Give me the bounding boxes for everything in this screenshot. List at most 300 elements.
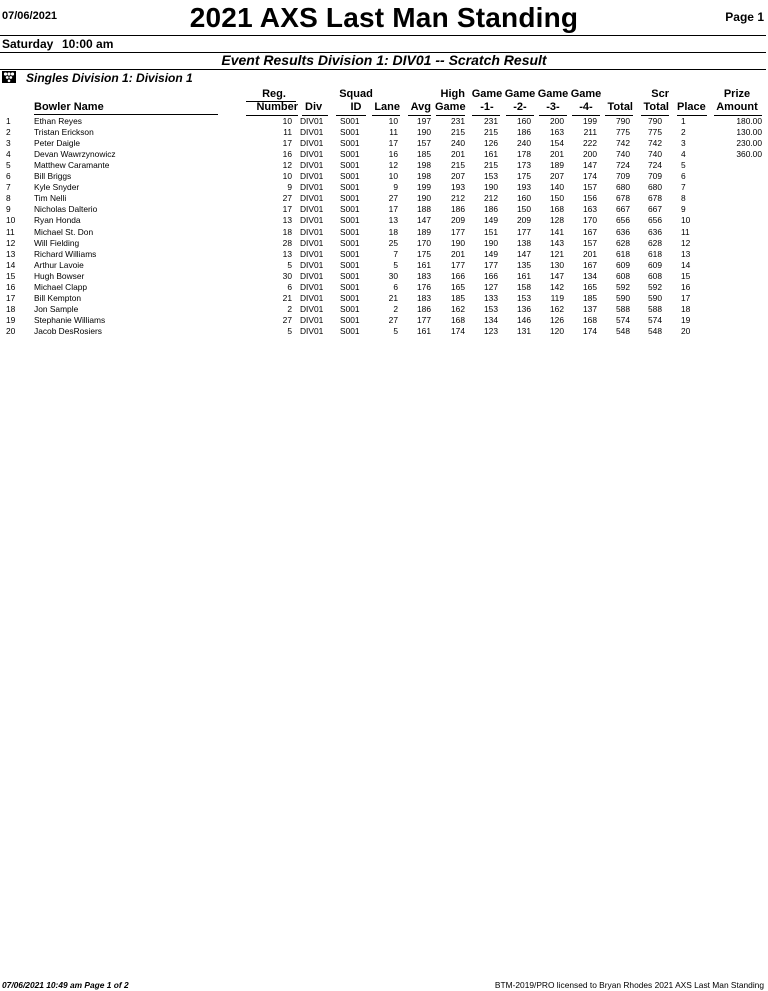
cell-place: 16 bbox=[681, 281, 691, 292]
cell-g3: 207 bbox=[550, 171, 564, 182]
cell-pos: 17 bbox=[6, 292, 16, 303]
cell-total: 590 bbox=[616, 292, 630, 303]
cell-scr: 618 bbox=[648, 248, 662, 259]
cell-total: 608 bbox=[616, 270, 630, 281]
cell-avg: 147 bbox=[417, 215, 431, 226]
cell-reg: 13 bbox=[282, 248, 292, 259]
cell-pos: 2 bbox=[6, 127, 11, 138]
table-row bbox=[0, 293, 768, 304]
cell-g1: 166 bbox=[484, 270, 498, 281]
cell-place: 17 bbox=[681, 292, 691, 303]
cell-g3: 126 bbox=[550, 314, 564, 325]
cell-pos: 14 bbox=[6, 259, 16, 270]
table-row bbox=[0, 249, 768, 260]
cell-pos: 3 bbox=[6, 138, 11, 149]
cell-scr: 574 bbox=[648, 314, 662, 325]
cell-g4: 137 bbox=[583, 303, 597, 314]
cell-place: 4 bbox=[681, 149, 686, 160]
cell-high: 201 bbox=[451, 248, 465, 259]
cell-name: Bill Briggs bbox=[34, 171, 72, 182]
cell-high: 201 bbox=[451, 149, 465, 160]
cell-reg: 5 bbox=[287, 325, 292, 336]
cell-div: DIV01 bbox=[300, 215, 324, 226]
cell-high: 186 bbox=[451, 204, 465, 215]
cell-name: Tim Nelli bbox=[34, 193, 67, 204]
cell-name: Peter Daigle bbox=[34, 138, 81, 149]
cell-g1: 212 bbox=[484, 193, 498, 204]
cell-total: 667 bbox=[616, 204, 630, 215]
cell-g3: 154 bbox=[550, 138, 564, 149]
cell-div: DIV01 bbox=[300, 259, 324, 270]
cell-pos: 10 bbox=[6, 215, 16, 226]
cell-avg: 190 bbox=[417, 193, 431, 204]
cell-div: DIV01 bbox=[300, 292, 324, 303]
cell-total: 592 bbox=[616, 281, 630, 292]
cell-g4: 222 bbox=[583, 138, 597, 149]
cell-g4: 170 bbox=[583, 215, 597, 226]
cell-name: Tristan Erickson bbox=[34, 127, 94, 138]
cell-reg: 16 bbox=[282, 149, 292, 160]
cell-pos: 18 bbox=[6, 303, 16, 314]
cell-total: 740 bbox=[616, 149, 630, 160]
cell-name: Ethan Reyes bbox=[34, 116, 82, 126]
cell-total: 709 bbox=[616, 171, 630, 182]
cell-reg: 2 bbox=[287, 303, 292, 314]
cell-g3: 163 bbox=[550, 127, 564, 138]
event-time: 10:00 am bbox=[62, 37, 114, 51]
cell-scr: 628 bbox=[648, 237, 662, 248]
cell-lane: 21 bbox=[388, 292, 398, 303]
cell-div: DIV01 bbox=[300, 237, 324, 248]
cell-prize: 180.00 bbox=[736, 116, 762, 126]
cell-place: 3 bbox=[681, 138, 686, 149]
cell-pos: 6 bbox=[6, 171, 11, 182]
cell-scr: 588 bbox=[648, 303, 662, 314]
cell-pos: 19 bbox=[6, 314, 16, 325]
cell-place: 2 bbox=[681, 127, 686, 138]
cell-scr: 742 bbox=[648, 138, 662, 149]
cell-pos: 8 bbox=[6, 193, 11, 204]
cell-total: 790 bbox=[616, 116, 630, 126]
cell-g2: 146 bbox=[517, 314, 531, 325]
cell-prize: 360.00 bbox=[736, 149, 762, 160]
cell-high: 215 bbox=[451, 160, 465, 171]
cell-high: 209 bbox=[451, 215, 465, 226]
table-row bbox=[0, 127, 768, 138]
cell-div: DIV01 bbox=[300, 193, 324, 204]
cell-lane: 6 bbox=[393, 281, 398, 292]
cell-g3: 189 bbox=[550, 160, 564, 171]
cell-name: Nicholas Dalterio bbox=[34, 204, 98, 215]
cell-high: 215 bbox=[451, 127, 465, 138]
cell-total: 742 bbox=[616, 138, 630, 149]
cell-squad: S001 bbox=[340, 270, 360, 281]
table-row bbox=[0, 171, 768, 182]
cell-scr: 609 bbox=[648, 259, 662, 270]
cell-name: Bill Kempton bbox=[34, 292, 82, 303]
cell-total: 656 bbox=[616, 215, 630, 226]
cell-g4: 199 bbox=[583, 116, 597, 126]
cell-avg: 189 bbox=[417, 226, 431, 237]
cell-reg: 27 bbox=[282, 314, 292, 325]
cell-lane: 5 bbox=[393, 259, 398, 270]
cell-squad: S001 bbox=[340, 281, 360, 292]
cell-total: 636 bbox=[616, 226, 630, 237]
cell-g3: 141 bbox=[550, 226, 564, 237]
cell-squad: S001 bbox=[340, 127, 360, 138]
cell-squad: S001 bbox=[340, 259, 360, 270]
cell-g1: 149 bbox=[484, 215, 498, 226]
cell-g2: 193 bbox=[517, 182, 531, 193]
cell-g4: 157 bbox=[583, 237, 597, 248]
cell-lane: 16 bbox=[388, 149, 398, 160]
cell-place: 9 bbox=[681, 204, 686, 215]
cell-avg: 198 bbox=[417, 171, 431, 182]
cell-pos: 9 bbox=[6, 204, 11, 215]
cell-name: Devan Wawrzynowicz bbox=[34, 149, 116, 160]
cell-g1: 149 bbox=[484, 248, 498, 259]
cell-g4: 165 bbox=[583, 281, 597, 292]
cell-squad: S001 bbox=[340, 160, 360, 171]
table-row bbox=[0, 260, 768, 271]
cell-squad: S001 bbox=[340, 226, 360, 237]
table-row bbox=[0, 204, 768, 215]
cell-pos: 20 bbox=[6, 325, 16, 336]
cell-avg: 170 bbox=[417, 237, 431, 248]
cell-pos: 4 bbox=[6, 149, 11, 160]
cell-g4: 157 bbox=[583, 182, 597, 193]
table-row bbox=[0, 182, 768, 193]
cell-place: 20 bbox=[681, 325, 691, 336]
cell-div: DIV01 bbox=[300, 325, 324, 336]
cell-avg: 157 bbox=[417, 138, 431, 149]
col-prize-bottom: Amount bbox=[716, 101, 758, 113]
cell-g1: 153 bbox=[484, 171, 498, 182]
col-lane: Lane bbox=[374, 101, 400, 113]
col-g1-bottom: -1- bbox=[480, 101, 494, 113]
cell-pos: 7 bbox=[6, 182, 11, 193]
cell-div: DIV01 bbox=[300, 182, 324, 193]
cell-g4: 156 bbox=[583, 193, 597, 204]
cell-place: 14 bbox=[681, 259, 691, 270]
col-g2-top: Game bbox=[504, 88, 536, 100]
cell-g2: 150 bbox=[517, 204, 531, 215]
cell-squad: S001 bbox=[340, 149, 360, 160]
cell-pos: 15 bbox=[6, 270, 16, 281]
cell-div: DIV01 bbox=[300, 160, 324, 171]
cell-scr: 548 bbox=[648, 325, 662, 336]
cell-lane: 11 bbox=[389, 127, 398, 138]
cell-g2: 175 bbox=[517, 171, 531, 182]
cell-lane: 30 bbox=[388, 270, 398, 281]
cell-name: Matthew Caramante bbox=[34, 160, 110, 171]
cell-g3: 130 bbox=[550, 259, 564, 270]
cell-scr: 592 bbox=[648, 281, 662, 292]
cell-g1: 190 bbox=[484, 237, 498, 248]
cell-pos: 12 bbox=[6, 237, 16, 248]
cell-squad: S001 bbox=[340, 314, 360, 325]
cell-lane: 17 bbox=[388, 138, 398, 149]
footer-printed: 07/06/2021 10:49 am Page 1 of 2 bbox=[2, 980, 129, 990]
cell-g4: 201 bbox=[583, 248, 597, 259]
col-avg: Avg bbox=[410, 101, 431, 113]
table-row bbox=[0, 238, 768, 249]
table-row bbox=[0, 160, 768, 171]
cell-g2: 173 bbox=[517, 160, 531, 171]
cell-reg: 10 bbox=[282, 171, 292, 182]
cell-high: 166 bbox=[451, 270, 465, 281]
cell-name: Will Fielding bbox=[34, 237, 80, 248]
cell-high: 240 bbox=[451, 138, 465, 149]
cell-total: 574 bbox=[616, 314, 630, 325]
cell-high: 177 bbox=[451, 226, 465, 237]
section-title: Singles Division 1: Division 1 bbox=[26, 71, 193, 85]
cell-total: 724 bbox=[616, 160, 630, 171]
cell-g1: 134 bbox=[484, 314, 498, 325]
cell-total: 775 bbox=[616, 127, 630, 138]
cell-g2: 161 bbox=[517, 270, 531, 281]
cell-place: 1 bbox=[681, 116, 686, 126]
cell-squad: S001 bbox=[340, 116, 360, 126]
cell-lane: 12 bbox=[388, 160, 398, 171]
cell-g1: 126 bbox=[484, 138, 498, 149]
table-row bbox=[0, 227, 768, 238]
cell-lane: 10 bbox=[388, 116, 398, 126]
cell-high: 193 bbox=[451, 182, 465, 193]
cell-g2: 186 bbox=[517, 127, 531, 138]
cell-lane: 27 bbox=[388, 193, 398, 204]
cell-avg: 185 bbox=[417, 149, 431, 160]
cell-high: 168 bbox=[451, 314, 465, 325]
col-g4-top: Game bbox=[570, 88, 602, 100]
cell-g4: 211 bbox=[583, 127, 597, 138]
cell-div: DIV01 bbox=[300, 171, 324, 182]
cell-g1: 127 bbox=[484, 281, 498, 292]
cell-g4: 167 bbox=[583, 259, 597, 270]
cell-squad: S001 bbox=[340, 138, 360, 149]
cell-div: DIV01 bbox=[300, 314, 324, 325]
cell-pos: 5 bbox=[6, 160, 11, 171]
cell-squad: S001 bbox=[340, 171, 360, 182]
cell-pos: 16 bbox=[6, 281, 16, 292]
cell-high: 212 bbox=[451, 193, 465, 204]
cell-place: 6 bbox=[681, 171, 686, 182]
cell-reg: 17 bbox=[282, 138, 292, 149]
cell-name: Hugh Bowser bbox=[34, 270, 85, 281]
cell-high: 185 bbox=[451, 292, 465, 303]
cell-reg: 6 bbox=[287, 281, 292, 292]
cell-g1: 186 bbox=[484, 204, 498, 215]
table-row bbox=[0, 138, 768, 149]
cell-total: 628 bbox=[616, 237, 630, 248]
col-place: Place bbox=[677, 101, 706, 113]
cell-total: 618 bbox=[616, 248, 630, 259]
cell-reg: 30 bbox=[282, 270, 292, 281]
cell-avg: 183 bbox=[417, 292, 431, 303]
cell-g3: 162 bbox=[550, 303, 564, 314]
table-row bbox=[0, 304, 768, 315]
cell-avg: 198 bbox=[417, 160, 431, 171]
col-g4-bottom: -4- bbox=[579, 101, 593, 113]
cell-g3: 121 bbox=[550, 248, 564, 259]
cell-lane: 18 bbox=[388, 226, 398, 237]
cell-g2: 131 bbox=[517, 325, 531, 336]
cell-g4: 134 bbox=[583, 270, 597, 281]
cell-avg: 186 bbox=[417, 303, 431, 314]
cell-scr: 636 bbox=[648, 226, 662, 237]
cell-place: 11 bbox=[681, 226, 690, 237]
cell-reg: 10 bbox=[282, 116, 292, 126]
cell-scr: 608 bbox=[648, 270, 662, 281]
cell-reg: 5 bbox=[287, 259, 292, 270]
col-g1-top: Game bbox=[471, 88, 503, 100]
table-row bbox=[0, 315, 768, 326]
cell-lane: 2 bbox=[393, 303, 398, 314]
cell-squad: S001 bbox=[340, 325, 360, 336]
cell-g4: 185 bbox=[583, 292, 597, 303]
cell-place: 7 bbox=[681, 182, 686, 193]
cell-g2: 177 bbox=[517, 226, 531, 237]
cell-g3: 200 bbox=[550, 116, 564, 126]
col-scr-top: Scr bbox=[651, 88, 669, 100]
col-high-bottom: Game bbox=[435, 101, 466, 113]
cell-reg: 18 bbox=[282, 226, 292, 237]
bowling-pins-icon bbox=[2, 71, 16, 83]
section-divider bbox=[0, 69, 766, 70]
cell-g2: 240 bbox=[517, 138, 531, 149]
cell-place: 15 bbox=[681, 270, 691, 281]
cell-place: 10 bbox=[681, 215, 691, 226]
cell-total: 588 bbox=[616, 303, 630, 314]
col-squad-top: Squad bbox=[339, 88, 373, 100]
cell-reg: 27 bbox=[282, 193, 292, 204]
cell-g3: 201 bbox=[550, 149, 564, 160]
cell-place: 5 bbox=[681, 160, 686, 171]
cell-name: Ryan Honda bbox=[34, 215, 81, 226]
col-g2-bottom: -2- bbox=[513, 101, 527, 113]
cell-g3: 119 bbox=[550, 292, 564, 303]
cell-high: 231 bbox=[451, 116, 465, 126]
cell-g2: 135 bbox=[517, 259, 531, 270]
report-title: 2021 AXS Last Man Standing bbox=[189, 2, 579, 33]
col-prize-top: Prize bbox=[723, 88, 751, 100]
cell-lane: 13 bbox=[388, 215, 398, 226]
cell-avg: 161 bbox=[417, 325, 431, 336]
cell-place: 19 bbox=[681, 314, 691, 325]
table-row bbox=[0, 116, 768, 127]
cell-g2: 178 bbox=[517, 149, 531, 160]
cell-g1: 123 bbox=[484, 325, 498, 336]
cell-div: DIV01 bbox=[300, 127, 324, 138]
cell-g4: 163 bbox=[583, 204, 597, 215]
cell-total: 678 bbox=[616, 193, 630, 204]
table-row bbox=[0, 149, 768, 160]
cell-g4: 200 bbox=[583, 149, 597, 160]
cell-name: Arthur Lavoie bbox=[34, 259, 84, 270]
cell-avg: 183 bbox=[417, 270, 431, 281]
cell-g2: 160 bbox=[517, 116, 531, 126]
cell-name: Jon Sample bbox=[34, 303, 79, 314]
cell-prize: 230.00 bbox=[736, 138, 762, 149]
cell-prize: 130.00 bbox=[736, 127, 762, 138]
col-high-top: High bbox=[440, 88, 465, 100]
col-bowler-name: Bowler Name bbox=[34, 101, 218, 115]
cell-avg: 176 bbox=[417, 281, 431, 292]
col-reg-bottom: Number bbox=[256, 101, 298, 113]
cell-g1: 177 bbox=[484, 259, 498, 270]
cell-lane: 25 bbox=[388, 237, 398, 248]
table-row bbox=[0, 271, 768, 282]
cell-squad: S001 bbox=[340, 237, 360, 248]
cell-reg: 28 bbox=[282, 237, 292, 248]
cell-place: 13 bbox=[681, 248, 691, 259]
cell-g1: 190 bbox=[484, 182, 498, 193]
cell-g3: 168 bbox=[550, 204, 564, 215]
event-day: Saturday bbox=[2, 37, 54, 51]
cell-reg: 12 bbox=[282, 160, 292, 171]
cell-squad: S001 bbox=[340, 248, 360, 259]
cell-div: DIV01 bbox=[300, 116, 324, 126]
cell-scr: 740 bbox=[648, 149, 662, 160]
cell-g3: 150 bbox=[550, 193, 564, 204]
cell-avg: 177 bbox=[417, 314, 431, 325]
col-g3-top: Game bbox=[537, 88, 569, 100]
cell-pos: 11 bbox=[6, 226, 15, 237]
cell-lane: 17 bbox=[388, 204, 398, 215]
cell-squad: S001 bbox=[340, 292, 360, 303]
cell-place: 18 bbox=[681, 303, 691, 314]
cell-squad: S001 bbox=[340, 182, 360, 193]
cell-avg: 190 bbox=[417, 127, 431, 138]
cell-scr: 724 bbox=[648, 160, 662, 171]
cell-scr: 656 bbox=[648, 215, 662, 226]
cell-g2: 138 bbox=[517, 237, 531, 248]
cell-pos: 13 bbox=[6, 248, 16, 259]
cell-g4: 174 bbox=[583, 325, 597, 336]
cell-g1: 215 bbox=[484, 160, 498, 171]
cell-g2: 160 bbox=[517, 193, 531, 204]
cell-g1: 151 bbox=[484, 226, 498, 237]
cell-g1: 153 bbox=[484, 303, 498, 314]
col-total: Total bbox=[607, 101, 633, 113]
cell-div: DIV01 bbox=[300, 149, 324, 160]
cell-g3: 140 bbox=[550, 182, 564, 193]
cell-lane: 9 bbox=[393, 182, 398, 193]
cell-g1: 161 bbox=[484, 149, 498, 160]
header-divider bbox=[0, 35, 766, 36]
cell-avg: 175 bbox=[417, 248, 431, 259]
cell-g2: 153 bbox=[517, 292, 531, 303]
cell-g1: 215 bbox=[484, 127, 498, 138]
cell-high: 177 bbox=[451, 259, 465, 270]
cell-g3: 128 bbox=[550, 215, 564, 226]
cell-scr: 680 bbox=[648, 182, 662, 193]
col-scr-bottom: Total bbox=[643, 101, 669, 113]
report-date: 07/06/2021 bbox=[2, 10, 58, 22]
page-number: Page 1 bbox=[725, 10, 764, 24]
cell-scr: 775 bbox=[648, 127, 662, 138]
cell-reg: 11 bbox=[283, 127, 292, 138]
table-row bbox=[0, 215, 768, 226]
cell-lane: 5 bbox=[393, 325, 398, 336]
cell-g4: 147 bbox=[583, 160, 597, 171]
cell-g2: 147 bbox=[517, 248, 531, 259]
cell-g3: 143 bbox=[550, 237, 564, 248]
table-row bbox=[0, 282, 768, 293]
cell-total: 609 bbox=[616, 259, 630, 270]
cell-avg: 199 bbox=[417, 182, 431, 193]
cell-place: 12 bbox=[681, 237, 691, 248]
